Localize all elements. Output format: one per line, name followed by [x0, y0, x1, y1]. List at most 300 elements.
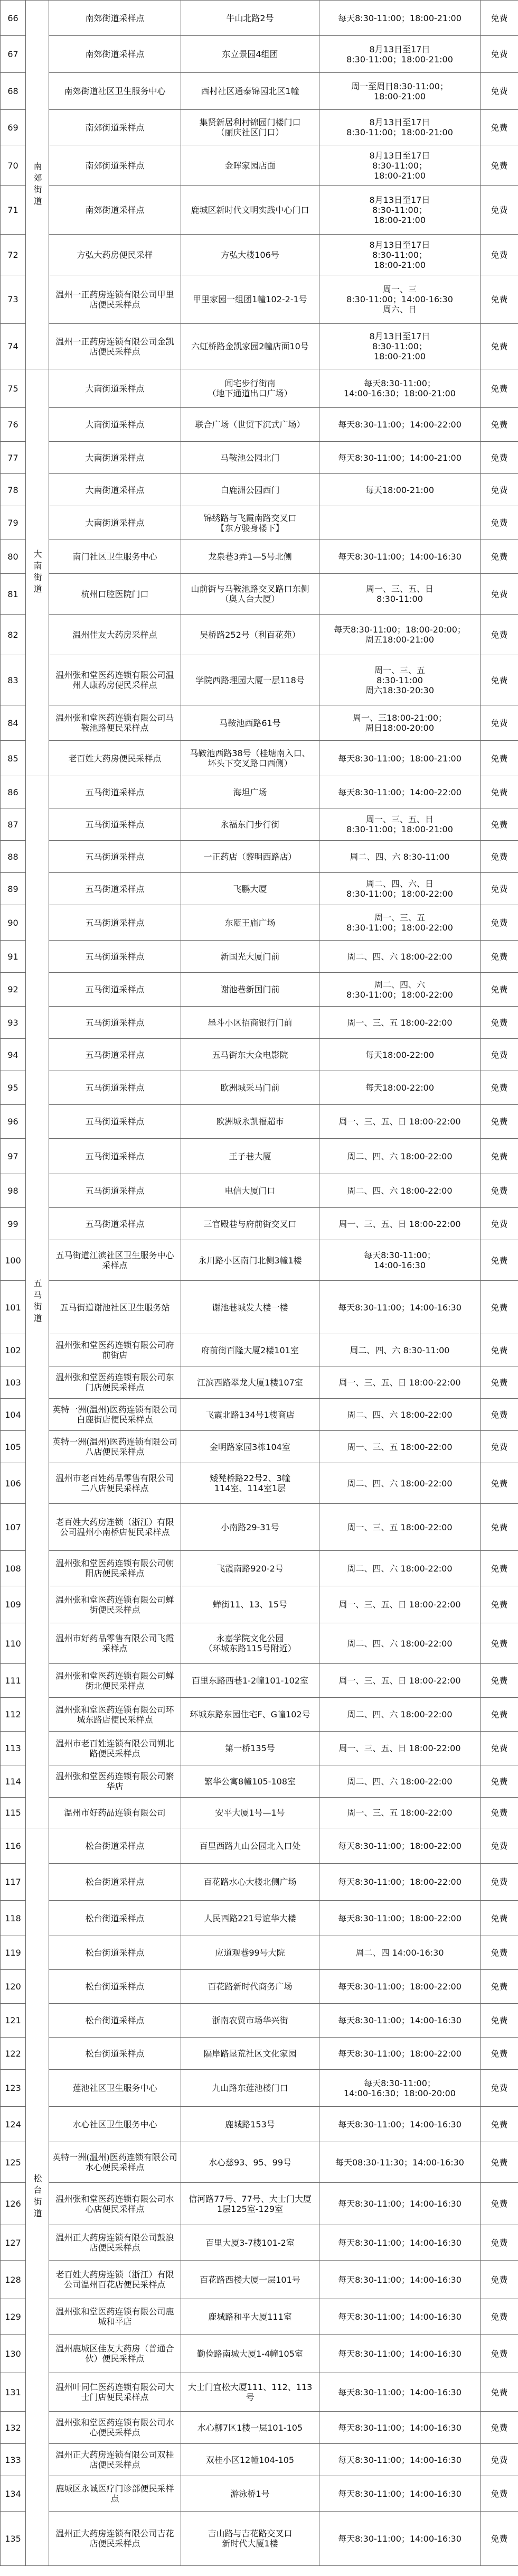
table-row: [1, 2070, 518, 2107]
site-address-cell: 大士门宜松大厦111、112、113号: [181, 2373, 319, 2412]
site-address-cell: 百里西路九山公园北入口处: [181, 1828, 319, 1864]
site-address-cell: 联合广场（世贸下沉式广场）: [181, 408, 319, 442]
fee-cell: 免费: [481, 1936, 518, 1970]
site-address-cell: 永嘉学院文化公园 （环城东路115号附近）: [181, 1623, 319, 1664]
site-address-cell: 永川路小区南门北侧3幢1楼: [181, 1240, 319, 1281]
opening-hours-cell: 周二、四、六 18:00-22:00: [319, 1551, 481, 1586]
site-address-cell: 矮凳桥路22号2、3幢 114室、114室1层: [181, 1463, 319, 1504]
street-name-cell: 南郊街道: [26, 1, 49, 369]
fee-cell: 免费: [481, 1504, 518, 1551]
row-number-cell: 110: [1, 1623, 26, 1664]
table-row: [1, 36, 518, 73]
opening-hours-cell: 每天8:30-11:00；14:00-16:30: [319, 2004, 481, 2038]
site-address-cell: 水心慈93、95、99号: [181, 2142, 319, 2183]
fee-cell: 免费: [481, 1334, 518, 1366]
table-row: [1, 1732, 518, 1765]
row-number-cell: 112: [1, 1698, 26, 1732]
row-number-cell: 90: [1, 905, 26, 941]
fee-cell: 免费: [481, 1901, 518, 1936]
table-row: [1, 2004, 518, 2038]
opening-hours-cell: 周一至周日8:30-11:00； 18:00-21:00: [319, 73, 481, 110]
site-address-cell: 飞霞北路134号1楼商店: [181, 1399, 319, 1431]
site-address-cell: 一正药店（黎明西路店）: [181, 841, 319, 873]
fee-cell: 免费: [481, 941, 518, 973]
site-name-cell: 鹿城区永诚医疗门诊部便民采样点: [49, 2476, 181, 2512]
fee-cell: 免费: [481, 1623, 518, 1664]
opening-hours-cell: 每天8:30-11:00；14:00-16:30: [319, 2107, 481, 2142]
fee-cell: 免费: [481, 741, 518, 776]
row-number-cell: 102: [1, 1334, 26, 1366]
fee-cell: 免费: [481, 186, 518, 235]
site-address-cell: 隔岸路垦荒社区文化家园: [181, 2038, 319, 2070]
site-address-cell: 谢池巷新国门前: [181, 973, 319, 1007]
site-name-cell: 温州正大药房连锁有限公司双桂店便民采样点: [49, 2444, 181, 2476]
table-row: [1, 2335, 518, 2373]
site-name-cell: 松台街道采样点: [49, 2038, 181, 2070]
site-address-cell: 王子巷大厦: [181, 1139, 319, 1174]
site-address-cell: 水心柳7区1楼一层101-105: [181, 2412, 319, 2444]
fee-cell: 免费: [481, 2004, 518, 2038]
row-number-cell: 70: [1, 145, 26, 186]
row-number-cell: 71: [1, 186, 26, 235]
opening-hours-cell: 周二、四、六 18:00-22:00: [319, 1463, 481, 1504]
opening-hours-cell: 每天8:30-11:00；18:00-22:00: [319, 1864, 481, 1901]
opening-hours-cell: 周二、四、六 18:00-22:00: [319, 1399, 481, 1431]
table-row: [1, 2412, 518, 2444]
site-name-cell: 松台街道采样点: [49, 1864, 181, 1901]
site-address-cell: 繁华公寓8幢105-108室: [181, 1765, 319, 1798]
opening-hours-cell: 周二、四、六、日 8:30-11:00；18:00-22:00: [319, 873, 481, 905]
fee-cell: 免费: [481, 2142, 518, 2183]
site-address-cell: 信河路77号、77号、大士门大厦 1层125室-129室: [181, 2183, 319, 2225]
site-name-cell: 五马街道采样点: [49, 973, 181, 1007]
fee-cell: 免费: [481, 1240, 518, 1281]
table-row: [1, 73, 518, 110]
site-name-cell: 五马街道谢池社区卫生服务站: [49, 1281, 181, 1334]
site-name-cell: 老百姓大药房连锁（浙江）有限公司温州百花店便民采样点: [49, 2261, 181, 2299]
site-name-cell: 五马街道采样点: [49, 941, 181, 973]
site-name-cell: 五马街道采样点: [49, 1139, 181, 1174]
site-name-cell: 温州张和堂医药连锁有限公司环城东路店便民采样点: [49, 1698, 181, 1732]
opening-hours-cell: 周一、三、五、日 8:30-11:00: [319, 574, 481, 615]
row-number-cell: 72: [1, 235, 26, 275]
table-row: [1, 110, 518, 145]
fee-cell: 免费: [481, 474, 518, 506]
table-row: [1, 905, 518, 941]
row-number-cell: 115: [1, 1798, 26, 1828]
opening-hours-cell: [319, 506, 481, 540]
row-number-cell: 92: [1, 973, 26, 1007]
site-name-cell: 英特一洲(温州)医药连锁有限公司水心便民采样点: [49, 2142, 181, 2183]
fee-cell: 免费: [481, 2299, 518, 2335]
row-number-cell: 89: [1, 873, 26, 905]
street-name-cell: 五马街道: [26, 776, 49, 1828]
site-name-cell: 温州市好药品连锁有限公司: [49, 1798, 181, 1828]
table-body: [1, 1, 518, 2566]
site-name-cell: 温州市老百姓药品零售有限公司二八店便民采样点: [49, 1463, 181, 1504]
opening-hours-cell: 周二、四、六 18:00-22:00: [319, 1765, 481, 1798]
row-number-cell: 74: [1, 324, 26, 369]
row-number-cell: 66: [1, 1, 26, 36]
table-row: [1, 1828, 518, 1864]
table-row: [1, 540, 518, 574]
site-name-cell: 温州张和堂医药连锁有限公司温州人康药房便民采样点: [49, 655, 181, 705]
site-name-cell: 南郊街道采样点: [49, 1, 181, 36]
site-address-cell: 鹿城路和平大厦111室: [181, 2299, 319, 2335]
row-number-cell: 83: [1, 655, 26, 705]
table-row: [1, 2225, 518, 2261]
site-address-cell: 第一桥135号: [181, 1732, 319, 1765]
opening-hours-cell: 周一、三、五、日 18:00-22:00: [319, 1105, 481, 1139]
site-name-cell: 五马街道江滨社区卫生服务中心采样点: [49, 1240, 181, 1281]
fee-cell: 免费: [481, 1431, 518, 1463]
table-row: [1, 2183, 518, 2225]
site-name-cell: 五马街道采样点: [49, 1174, 181, 1208]
table-row: [1, 841, 518, 873]
site-address-cell: 西村社区通泰锦园北区1幢: [181, 73, 319, 110]
opening-hours-cell: 每天8:30-11:00；14:00-16:30: [319, 2412, 481, 2444]
row-number-cell: 122: [1, 2038, 26, 2070]
opening-hours-cell: 每天8:30-11:00；14:00-16:30: [319, 540, 481, 574]
opening-hours-cell: 周一、三、五、日 18:00-22:00: [319, 1208, 481, 1240]
row-number-cell: 120: [1, 1970, 26, 2004]
fee-cell: 免费: [481, 1586, 518, 1623]
row-number-cell: 82: [1, 615, 26, 655]
table-row: [1, 808, 518, 841]
fee-cell: 免费: [481, 540, 518, 574]
row-number-cell: 126: [1, 2183, 26, 2225]
row-number-cell: 78: [1, 474, 26, 506]
opening-hours-cell: 周二、四、六 8:30-11:00: [319, 1334, 481, 1366]
site-address-cell: 浙南农贸市场华兴街: [181, 2004, 319, 2038]
site-name-cell: 松台街道采样点: [49, 1970, 181, 2004]
row-number-cell: 93: [1, 1007, 26, 1039]
row-number-cell: 121: [1, 2004, 26, 2038]
table-row: [1, 1901, 518, 1936]
row-number-cell: 73: [1, 275, 26, 324]
site-address-cell: 东瓯王庙广场: [181, 905, 319, 941]
site-name-cell: 松台街道采样点: [49, 2004, 181, 2038]
site-name-cell: 南郊街道采样点: [49, 110, 181, 145]
table-row: [1, 506, 518, 540]
opening-hours-cell: 周一、三、五 18:00-22:00: [319, 1798, 481, 1828]
table-row: [1, 1664, 518, 1698]
opening-hours-cell: 周一、三、五、日 18:00-22:00: [319, 1732, 481, 1765]
opening-hours-cell: 每天8:30-11:00；14:00-16:30: [319, 2335, 481, 2373]
table-row: [1, 1071, 518, 1105]
opening-hours-cell: 每天18:00-22:00: [319, 1039, 481, 1071]
table-row: [1, 2512, 518, 2566]
opening-hours-cell: 周一、三、五 18:00-22:00: [319, 1504, 481, 1551]
site-address-cell: 百花路新时代商务广场: [181, 1970, 319, 2004]
row-number-cell: 124: [1, 2107, 26, 2142]
row-number-cell: 95: [1, 1071, 26, 1105]
fee-cell: 免费: [481, 1664, 518, 1698]
site-address-cell: 欧洲城永凯福超市: [181, 1105, 319, 1139]
table-row: [1, 1586, 518, 1623]
site-name-cell: 温州张和堂医药连锁有限公司府前街店: [49, 1334, 181, 1366]
table-row: [1, 186, 518, 235]
row-number-cell: 125: [1, 2142, 26, 2183]
fee-cell: 免费: [481, 73, 518, 110]
fee-cell: 免费: [481, 1798, 518, 1828]
site-address-cell: 应道观巷99号大院: [181, 1936, 319, 1970]
fee-cell: 免费: [481, 574, 518, 615]
table-row: [1, 1366, 518, 1399]
fee-cell: 免费: [481, 808, 518, 841]
table-row: [1, 324, 518, 369]
table-row: [1, 145, 518, 186]
row-number-cell: 119: [1, 1936, 26, 1970]
table-row: [1, 235, 518, 275]
site-name-cell: 大南街道采样点: [49, 369, 181, 408]
row-number-cell: 133: [1, 2444, 26, 2476]
fee-cell: 免费: [481, 2444, 518, 2476]
fee-cell: 免费: [481, 2476, 518, 2512]
row-number-cell: 86: [1, 776, 26, 808]
site-address-cell: 学院西路理园大厦一层118号: [181, 655, 319, 705]
row-number-cell: 129: [1, 2299, 26, 2335]
fee-cell: 免费: [481, 1039, 518, 1071]
site-name-cell: 温州正大药房连锁有限公司吉花店便民采样点: [49, 2512, 181, 2566]
fee-cell: 免费: [481, 615, 518, 655]
opening-hours-cell: 每天8:30-11:00；18:00-22:00: [319, 2038, 481, 2070]
fee-cell: 免费: [481, 2038, 518, 2070]
fee-cell: 免费: [481, 36, 518, 73]
row-number-cell: 116: [1, 1828, 26, 1864]
opening-hours-cell: 周二、四 14:00-16:30: [319, 1936, 481, 1970]
site-name-cell: 大南街道采样点: [49, 442, 181, 474]
site-name-cell: 南郊街道社区卫生服务中心: [49, 73, 181, 110]
opening-hours-cell: 每天8:30-11:00；18:00-20:00； 周五18:00-21:00: [319, 615, 481, 655]
row-number-cell: 87: [1, 808, 26, 841]
table-row: [1, 442, 518, 474]
site-name-cell: 温州佳友大药房采样点: [49, 615, 181, 655]
row-number-cell: 98: [1, 1174, 26, 1208]
table-row: [1, 973, 518, 1007]
site-address-cell: 欧洲城采马门前: [181, 1071, 319, 1105]
table-row: [1, 776, 518, 808]
site-name-cell: 温州张和堂医药连锁有限公司水心便民采样点: [49, 2412, 181, 2444]
site-address-cell: 甲里家园一组团1幢102-2-1号: [181, 275, 319, 324]
table-row: [1, 1765, 518, 1798]
site-address-cell: 海坦广场: [181, 776, 319, 808]
fee-cell: 免费: [481, 2107, 518, 2142]
site-name-cell: 老百姓大药房连锁（浙江）有限公司温州小南桥店便民采样点: [49, 1504, 181, 1551]
fee-cell: 免费: [481, 1551, 518, 1586]
site-name-cell: 温州张和堂医药连锁有限公司马鞍池路便民采样点: [49, 705, 181, 741]
fee-cell: 免费: [481, 369, 518, 408]
site-address-cell: 闻宅步行街南 （地下通道出口广场）: [181, 369, 319, 408]
site-name-cell: 温州张和堂医药连锁有限公司水心店便民采样点: [49, 2183, 181, 2225]
street-name-cell: 松台街道: [26, 1828, 49, 2566]
site-name-cell: 五马街道采样点: [49, 1071, 181, 1105]
site-address-cell: 游泳桥1号: [181, 2476, 319, 2512]
table-row: [1, 1551, 518, 1586]
site-name-cell: 莲池社区卫生服务中心: [49, 2070, 181, 2107]
fee-cell: 免费: [481, 655, 518, 705]
table-row: [1, 1281, 518, 1334]
row-number-cell: 94: [1, 1039, 26, 1071]
fee-cell: 免费: [481, 1281, 518, 1334]
opening-hours-cell: 每天8:30-11:00；14:00-16:30: [319, 2444, 481, 2476]
fee-cell: 免费: [481, 1071, 518, 1105]
row-number-cell: 107: [1, 1504, 26, 1551]
row-number-cell: 81: [1, 574, 26, 615]
site-address-cell: 小南路29-31号: [181, 1504, 319, 1551]
fee-cell: 免费: [481, 506, 518, 540]
site-address-cell: 百花路水心大楼北侧广场: [181, 1864, 319, 1901]
site-name-cell: 松台街道采样点: [49, 1828, 181, 1864]
opening-hours-cell: 周一、三、五、日 18:00-22:00: [319, 1664, 481, 1698]
site-name-cell: 五马街道采样点: [49, 1105, 181, 1139]
opening-hours-cell: 8月13日至17日 8:30-11:00； 18:00-21:00: [319, 235, 481, 275]
opening-hours-cell: 每天8:30-11:00；14:00-16:30: [319, 2373, 481, 2412]
site-name-cell: 英特一洲(温州)医药连锁有限公司白鹿街店便民采样点: [49, 1399, 181, 1431]
opening-hours-cell: 每天8:30-11:00； 14:00-16:30: [319, 1240, 481, 1281]
table-row: [1, 2142, 518, 2183]
table-row: [1, 1698, 518, 1732]
site-name-cell: 温州市老百姓连锁有限公司朔北路便民采样点: [49, 1732, 181, 1765]
fee-cell: 免费: [481, 873, 518, 905]
fee-cell: 免费: [481, 1864, 518, 1901]
row-number-cell: 101: [1, 1281, 26, 1334]
site-name-cell: 杭州口腔医院门口: [49, 574, 181, 615]
row-number-cell: 79: [1, 506, 26, 540]
table-row: [1, 1970, 518, 2004]
site-address-cell: 鹿城路153号: [181, 2107, 319, 2142]
site-address-cell: 金晖家园店面: [181, 145, 319, 186]
site-name-cell: 五马街道采样点: [49, 1039, 181, 1071]
fee-cell: 免费: [481, 2070, 518, 2107]
fee-cell: 免费: [481, 1732, 518, 1765]
opening-hours-cell: 每天8:30-11:00；18:00-22:00: [319, 1901, 481, 1936]
fee-cell: 免费: [481, 1366, 518, 1399]
opening-hours-cell: 每天8:30-11:00；18:00-21:00: [319, 1, 481, 36]
opening-hours-cell: 每天8:30-11:00；14:00-16:30: [319, 2225, 481, 2261]
fee-cell: 免费: [481, 705, 518, 741]
site-address-cell: 勤俭路南城大厦1-4幢105室: [181, 2335, 319, 2373]
row-number-cell: 104: [1, 1399, 26, 1431]
site-address-cell: 环城东路东园住宅F、G幢102号: [181, 1698, 319, 1732]
table-row: [1, 1431, 518, 1463]
opening-hours-cell: 每天8:30-11:00；14:00-16:30: [319, 1281, 481, 1334]
site-name-cell: 温州正大药房连锁有限公司鼓浪店便民采样点: [49, 2225, 181, 2261]
site-address-cell: 墨斗小区招商银行门前: [181, 1007, 319, 1039]
table-row: [1, 1399, 518, 1431]
fee-cell: 免费: [481, 1, 518, 36]
row-number-cell: 100: [1, 1240, 26, 1281]
row-number-cell: 69: [1, 110, 26, 145]
fee-cell: 免费: [481, 1007, 518, 1039]
fee-cell: 免费: [481, 408, 518, 442]
site-name-cell: 松台街道采样点: [49, 1936, 181, 1970]
street-name-cell: 大南街道: [26, 369, 49, 776]
site-address-cell: 电信大厦门口: [181, 1174, 319, 1208]
site-address-cell: 白鹿洲公园西门: [181, 474, 319, 506]
opening-hours-cell: 每天8:30-11:00；14:00-22:00: [319, 776, 481, 808]
opening-hours-cell: 每天8:30-11:00；14:00-16:30: [319, 2476, 481, 2512]
fee-cell: 免费: [481, 2183, 518, 2225]
site-address-cell: 吉山路与吉花路交叉口 新时代大厦1楼: [181, 2512, 319, 2566]
fee-cell: 免费: [481, 2512, 518, 2566]
opening-hours-cell: 每天8:30-11:00；14:00-16:30: [319, 2183, 481, 2225]
table-row: [1, 1039, 518, 1071]
site-address-cell: 飞霞南路920-2号: [181, 1551, 319, 1586]
site-address-cell: 三官殿巷与府前街交叉口: [181, 1208, 319, 1240]
row-number-cell: 114: [1, 1765, 26, 1798]
table-row: [1, 1623, 518, 1664]
table-row: [1, 2476, 518, 2512]
table-row: [1, 2444, 518, 2476]
site-address-cell: 马鞍池公园北门: [181, 442, 319, 474]
site-name-cell: 松台街道采样点: [49, 1901, 181, 1936]
fee-cell: 免费: [481, 145, 518, 186]
opening-hours-cell: 周二、四、六 18:00-22:00: [319, 1139, 481, 1174]
table-row: [1, 1334, 518, 1366]
table-row: [1, 705, 518, 741]
fee-cell: 免费: [481, 275, 518, 324]
site-address-cell: 府前街百隆大厦2楼101室: [181, 1334, 319, 1366]
opening-hours-cell: 每天8:30-11:00；14:00-21:00: [319, 442, 481, 474]
fee-cell: 免费: [481, 1174, 518, 1208]
fee-cell: 免费: [481, 1208, 518, 1240]
site-name-cell: 温州张和堂医药连锁有限公司蝉街北便民采样点: [49, 1664, 181, 1698]
opening-hours-cell: 每天8:30-11:00；14:00-16:30: [319, 2512, 481, 2566]
fee-cell: 免费: [481, 442, 518, 474]
fee-cell: 免费: [481, 973, 518, 1007]
site-address-cell: 金明路家园3栋104室: [181, 1431, 319, 1463]
site-name-cell: 温州张和堂医药连锁有限公司繁华店: [49, 1765, 181, 1798]
site-address-cell: 山前街与马鞍池路交叉路口东侧 （奥人台大厦）: [181, 574, 319, 615]
table-row: [1, 741, 518, 776]
site-address-cell: 牛山北路2号: [181, 1, 319, 36]
site-address-cell: 锦绣路与飞霞南路交叉口 【东方骏身楼下】: [181, 506, 319, 540]
row-number-cell: 84: [1, 705, 26, 741]
fee-cell: 免费: [481, 1463, 518, 1504]
opening-hours-cell: 周一、三、五 8:30-11:00 周六18:30-20:30: [319, 655, 481, 705]
row-number-cell: 76: [1, 408, 26, 442]
table-row: [1, 1240, 518, 1281]
site-address-cell: 安平大厦1号—1号: [181, 1798, 319, 1828]
site-address-cell: 鹿城区新时代文明实践中心门口: [181, 186, 319, 235]
opening-hours-cell: 周二、四、六 18:00-22:00: [319, 1623, 481, 1664]
site-address-cell: 东立景园4组团: [181, 36, 319, 73]
site-name-cell: 南郊街道采样点: [49, 186, 181, 235]
fee-cell: 免费: [481, 841, 518, 873]
table-row: [1, 941, 518, 973]
site-address-cell: 方弘大楼106号: [181, 235, 319, 275]
site-address-cell: 五马街东大众电影院: [181, 1039, 319, 1071]
opening-hours-cell: 每天18:00-21:00: [319, 474, 481, 506]
table-row: [1, 1174, 518, 1208]
table-row: [1, 1208, 518, 1240]
site-address-cell: 百里大厦3-7楼101-2室: [181, 2225, 319, 2261]
row-number-cell: 113: [1, 1732, 26, 1765]
site-name-cell: 大南街道采样点: [49, 408, 181, 442]
opening-hours-cell: 每天8:30-11:00；18:00-22:00: [319, 1970, 481, 2004]
opening-hours-cell: 周二、四、六 18:00-22:00: [319, 941, 481, 973]
table-row: [1, 1463, 518, 1504]
opening-hours-cell: 周一、三、五 8:30-11:00；18:00-22:00: [319, 905, 481, 941]
table-row: [1, 1007, 518, 1039]
opening-hours-cell: 周一、三、五、日 8:30-11:00；18:00-21:00: [319, 808, 481, 841]
opening-hours-cell: 每天08:30-11:30；14:00-16:30: [319, 2142, 481, 2183]
site-name-cell: 大南街道采样点: [49, 474, 181, 506]
fee-cell: 免费: [481, 1105, 518, 1139]
site-address-cell: 九山路东莲池楼门口: [181, 2070, 319, 2107]
row-number-cell: 97: [1, 1139, 26, 1174]
